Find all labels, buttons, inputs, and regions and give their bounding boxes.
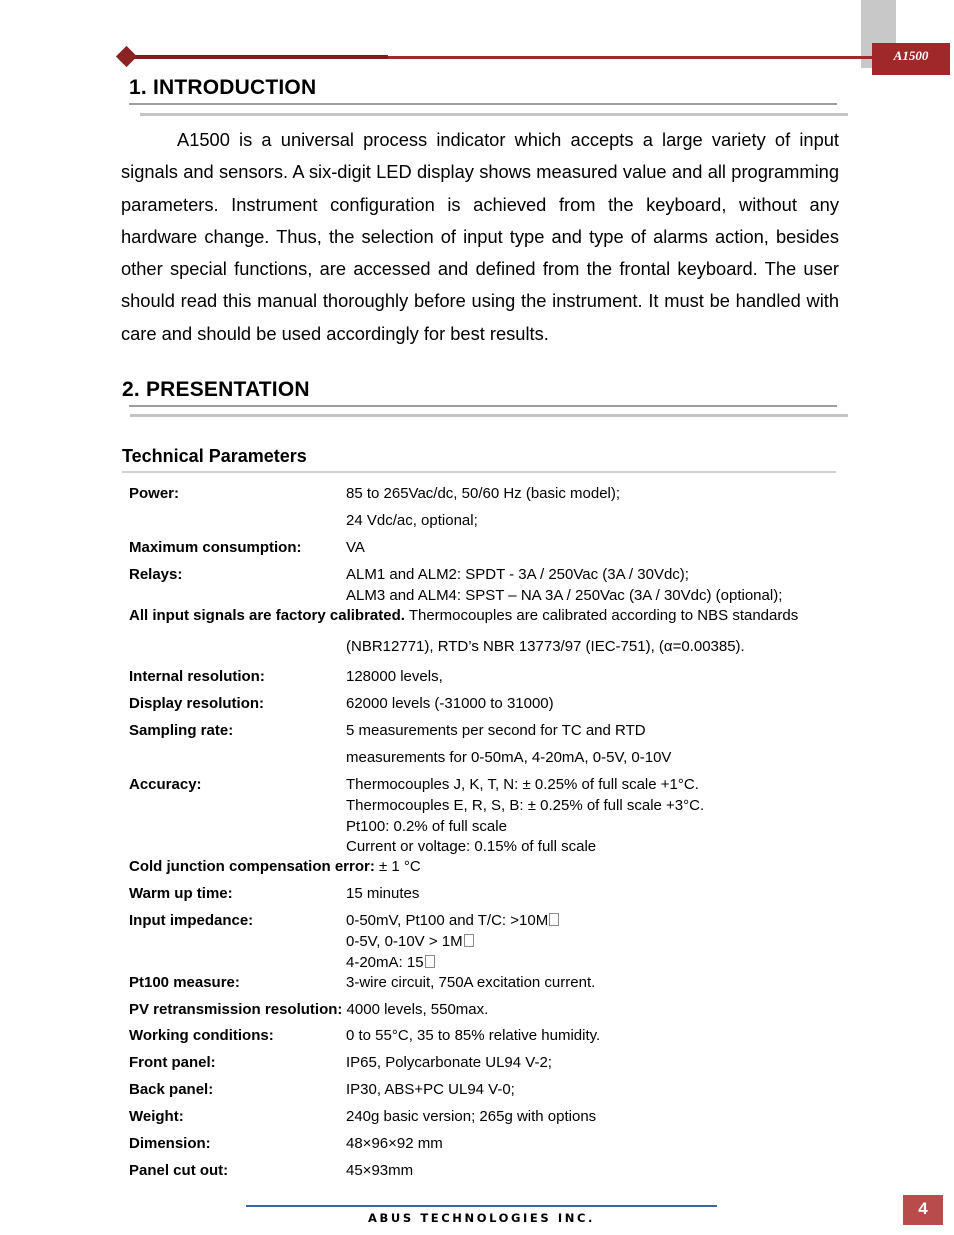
diamond-icon — [116, 46, 137, 67]
param-label-consumption: Maximum consumption: — [129, 539, 302, 556]
param-value-warm-up: 15 minutes — [346, 885, 420, 902]
param-label-warm-up: Warm up time: — [129, 885, 233, 902]
param-label-working-conditions: Working conditions: — [129, 1027, 274, 1044]
param-label-power: Power: — [129, 485, 180, 502]
param-value-front-panel: IP65, Polycarbonate UL94 V-2; — [346, 1054, 552, 1071]
section-rule — [129, 405, 837, 407]
param-label-accuracy: Accuracy: — [129, 776, 202, 793]
section-rule-shadow — [140, 113, 848, 116]
param-value-sampling-rate-2: measurements for 0-50mA, 4-20mA, 0-5V, 0-10V — [346, 749, 672, 766]
param-value-dimension: 48×96×92 mm — [346, 1135, 443, 1152]
section-title-presentation: 2. PRESENTATION — [122, 378, 310, 401]
param-value-internal-resolution: 128000 levels, — [346, 668, 443, 685]
param-value-accuracy-1: Thermocouples J, K, T, N: ± 0.25% of full scale +1°C. — [346, 776, 699, 793]
param-value-accuracy-2: Thermocouples E, R, S, B: ± 0.25% of full scale +3°C. — [346, 797, 705, 814]
param-value-consumption: VA — [346, 539, 365, 556]
param-label-input-impedance: Input impedance: — [129, 912, 254, 929]
param-value-back-panel: IP30, ABS+PC UL94 V-0; — [346, 1081, 515, 1098]
subheading-rule — [122, 471, 836, 473]
missing-glyph-icon — [425, 955, 435, 968]
param-label-cold-junction: Cold junction compensation error: — [129, 858, 375, 875]
param-calibration — [129, 607, 798, 624]
param-value-impedance-2: 0-5V, 0-10V > 1M — [346, 931, 474, 952]
param-cold-junction — [129, 858, 421, 875]
section-rule — [129, 103, 837, 105]
param-pv-retransmission — [129, 1001, 488, 1018]
param-value-impedance-1: 0-50mV, Pt100 and T/C: >10M — [346, 910, 559, 931]
param-value-relays-2: ALM3 and ALM4: SPST – NA 3A / 250Vac (3A / 30Vdc) (optional); — [346, 587, 783, 604]
param-label-calibration: All input signals are factory calibrated. — [129, 607, 405, 624]
param-label-display-resolution: Display resolution: — [129, 695, 265, 712]
page-number: 4 — [918, 1199, 928, 1218]
param-value-accuracy-3: Pt100: 0.2% of full scale — [346, 818, 507, 835]
header-rule-accent — [126, 55, 388, 59]
param-value-sampling-rate-1: 5 measurements per second for TC and RTD — [346, 722, 646, 739]
param-label-relays: Relays: — [129, 566, 183, 583]
param-value-accuracy-4: Current or voltage: 0.15% of full scale — [346, 838, 597, 855]
footer-company: ABUS TECHNOLOGIES INC. — [368, 1211, 595, 1225]
param-value-power: 85 to 265Vac/dc, 50/60 Hz (basic model); — [346, 485, 621, 502]
technical-parameters-heading: Technical Parameters — [122, 446, 307, 466]
intro-paragraph: A1500 is a universal process indicator which accepts a large variety of input signals and sensors. A six-digit LED display shows measured value and all programming parameters. Instrument configuration is achieved from the keyboard, without any hardware change. Thus, the selection of input type and type of alarms action, besides other special functions, are accessed and defined from the frontal keyboard. The user should read this manual thoroughly before using the instrument. It must be handled with care and should be used accordingly for best results. — [121, 129, 839, 344]
param-value-display-resolution: 62000 levels (-31000 to 31000) — [346, 695, 554, 712]
param-value-pt100: 3-wire circuit, 750A excitation current. — [346, 974, 596, 991]
param-value-working-conditions: 0 to 55°C, 35 to 85% relative humidity. — [346, 1027, 601, 1044]
param-label-dimension: Dimension: — [129, 1135, 211, 1152]
param-label-back-panel: Back panel: — [129, 1081, 214, 1098]
param-value-power-alt: 24 Vdc/ac, optional; — [346, 512, 478, 529]
section-title-introduction: 1. INTRODUCTION — [129, 76, 317, 99]
param-value-calibration-standards: (NBR12771), RTD’s NBR 13773/97 (IEC-751), (α=0.00385). — [346, 638, 745, 655]
missing-glyph-icon — [549, 913, 559, 926]
param-value-impedance-3: 4-20mA: 15 — [346, 952, 435, 973]
param-value-cold-junction: ± 1 °C — [374, 858, 421, 875]
param-value-relays-1: ALM1 and ALM2: SPDT - 3A / 250Vac (3A / 30Vdc); — [346, 566, 689, 583]
param-label-pt100: Pt100 measure: — [129, 974, 240, 991]
param-value-pv-retransmission: 4000 levels, 550max. — [342, 1001, 489, 1018]
param-label-internal-resolution: Internal resolution: — [129, 668, 265, 685]
section-rule-shadow — [130, 414, 848, 417]
param-label-weight: Weight: — [129, 1108, 184, 1125]
missing-glyph-icon — [464, 934, 474, 947]
param-label-panel-cut-out: Panel cut out: — [129, 1162, 229, 1179]
param-value-calibration: Thermocouples are calibrated according to NBS standards — [404, 607, 799, 624]
param-value-panel-cut-out: 45×93mm — [346, 1162, 414, 1179]
header-doc-code: A1500 — [893, 48, 929, 63]
param-label-sampling-rate: Sampling rate: — [129, 722, 234, 739]
param-value-weight: 240g basic version; 265g with options — [346, 1108, 597, 1125]
param-label-pv-retransmission: PV retransmission resolution: — [129, 1001, 343, 1018]
footer-rule — [246, 1205, 717, 1207]
param-label-front-panel: Front panel: — [129, 1054, 216, 1071]
